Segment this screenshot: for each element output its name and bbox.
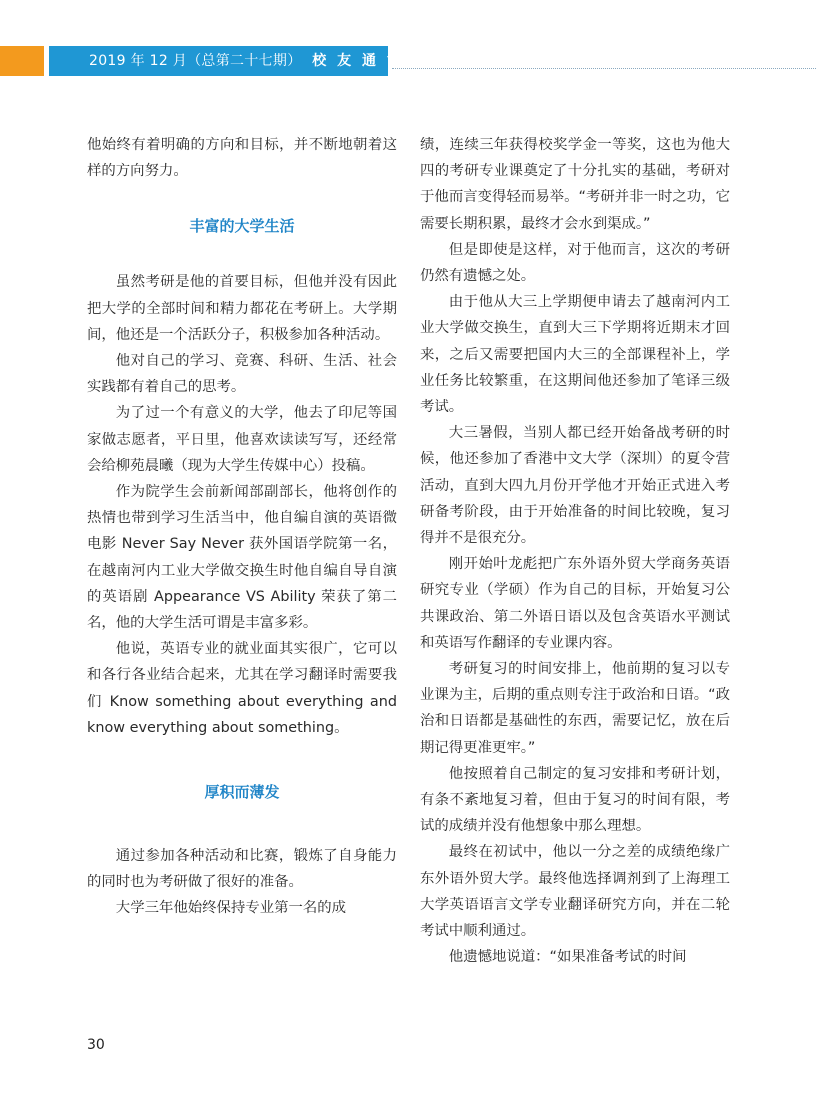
- paragraph: 绩，连续三年获得校奖学金一等奖，这也为他大四的考研专业课奠定了十分扎实的基础，考研对于他而言变得轻而易举。“考研并非一时之功，它需要长期积累，最终才会水到渠成。”: [420, 137, 730, 232]
- paragraph: 作为院学生会前新闻部副部长，他将创作的热情也带到学习生活当中，他自编自演的英语微电影 Never Say Never 获外国语学院第一名，在越南河内工业大学做交换生时他自编自导自演的英语剧 Appearance VS Ability 荣获了第二名，他的大学生活可谓是丰富多彩。: [87, 484, 397, 632]
- paragraph: 最终在初试中，他以一分之差的成绩绝缘广东外语外贸大学。最终他选择调剂到了上海理工大学英语语言文学专业翻译研究方向，并在二轮考试中顺利通过。: [420, 844, 730, 940]
- paragraph: 但是即使是这样，对于他而言，这次的考研仍然有遗憾之处。: [420, 241, 730, 285]
- paragraph: 通过参加各种活动和比赛，锻炼了自身能力的同时也为考研做了很好的准备。: [87, 848, 397, 891]
- paragraph: 他始终有着明确的方向和目标，并不断地朝着这样的方向努力。: [87, 137, 397, 180]
- section-heading-accumulate: 厚积而薄发: [204, 783, 280, 802]
- paragraph: 为了过一个有意义的大学，他去了印尼等国家做志愿者，平日里，他喜欢读读写写，还经常会给柳苑晨曦（现为大学生传媒中心）投稿。: [87, 405, 397, 474]
- header-orange-block: [0, 46, 44, 76]
- paragraph: 由于他从大三上学期便申请去了越南河内工业大学做交换生，直到大三下学期将近期末才回来，之后又需要把国内大三的全部课程补上，学业任务比较繁重，在这期间他还参加了笔译三级考试。: [420, 294, 730, 416]
- paragraph: 他对自己的学习、竞赛、科研、生活、社会实践都有着自己的思考。: [87, 353, 397, 396]
- header-dotted-rule: [392, 68, 816, 69]
- section-heading-rich-college-life: 丰富的大学生活: [189, 217, 295, 236]
- header-bar: [49, 46, 404, 76]
- paragraph: 他说，英语专业的就业面其实很广，它可以和各行各业结合起来，尤其在学习翻译时需要我们 Know something about everything and know everything about something。: [87, 641, 397, 736]
- paragraph: 考研复习的时间安排上，他前期的复习以专业课为主，后期的重点则专注于政治和日语。“政治和日语都是基础性的东西，需要记忆，放在后期记得更准更牢。”: [420, 661, 730, 756]
- paragraph: 他遗憾地说道：“如果准备考试的时间: [448, 949, 687, 966]
- paragraph: 大三暑假，当别人都已经开始备战考研的时候，他还参加了香港中文大学（深圳）的夏令营活动，直到大四九月份开学他才开始正式进入考研备考阶段，由于开始准备的时间比较晚，复习得并不是很充分。: [420, 425, 730, 547]
- paragraph: 虽然考研是他的首要目标，但他并没有因此把大学的全部时间和精力都花在考研上。大学期间，他还是一个活跃分子，积极参加各种活动。: [87, 274, 397, 343]
- header-magazine-name: 校 友 通 讯: [312, 53, 404, 69]
- right-column: [420, 132, 730, 971]
- paragraph: 刚开始叶龙彪把广东外语外贸大学商务英语研究专业（学硕）作为自己的目标，开始复习公共课政治、第二外语日语以及包含英语水平测试和英语写作翻译的专业课内容。: [420, 556, 730, 651]
- paragraph: 他按照着自己制定的复习安排和考研计划，有条不紊地复习着，但由于复习的时间有限，考试的成绩并没有他想象中那么理想。: [420, 765, 730, 835]
- page-number: 30: [87, 1037, 105, 1053]
- paragraph: 大学三年他始终保持专业第一名的成: [115, 900, 347, 917]
- header-issue-date: 2019 年 12 月（总第二十七期）: [89, 53, 302, 69]
- left-column: [87, 132, 397, 922]
